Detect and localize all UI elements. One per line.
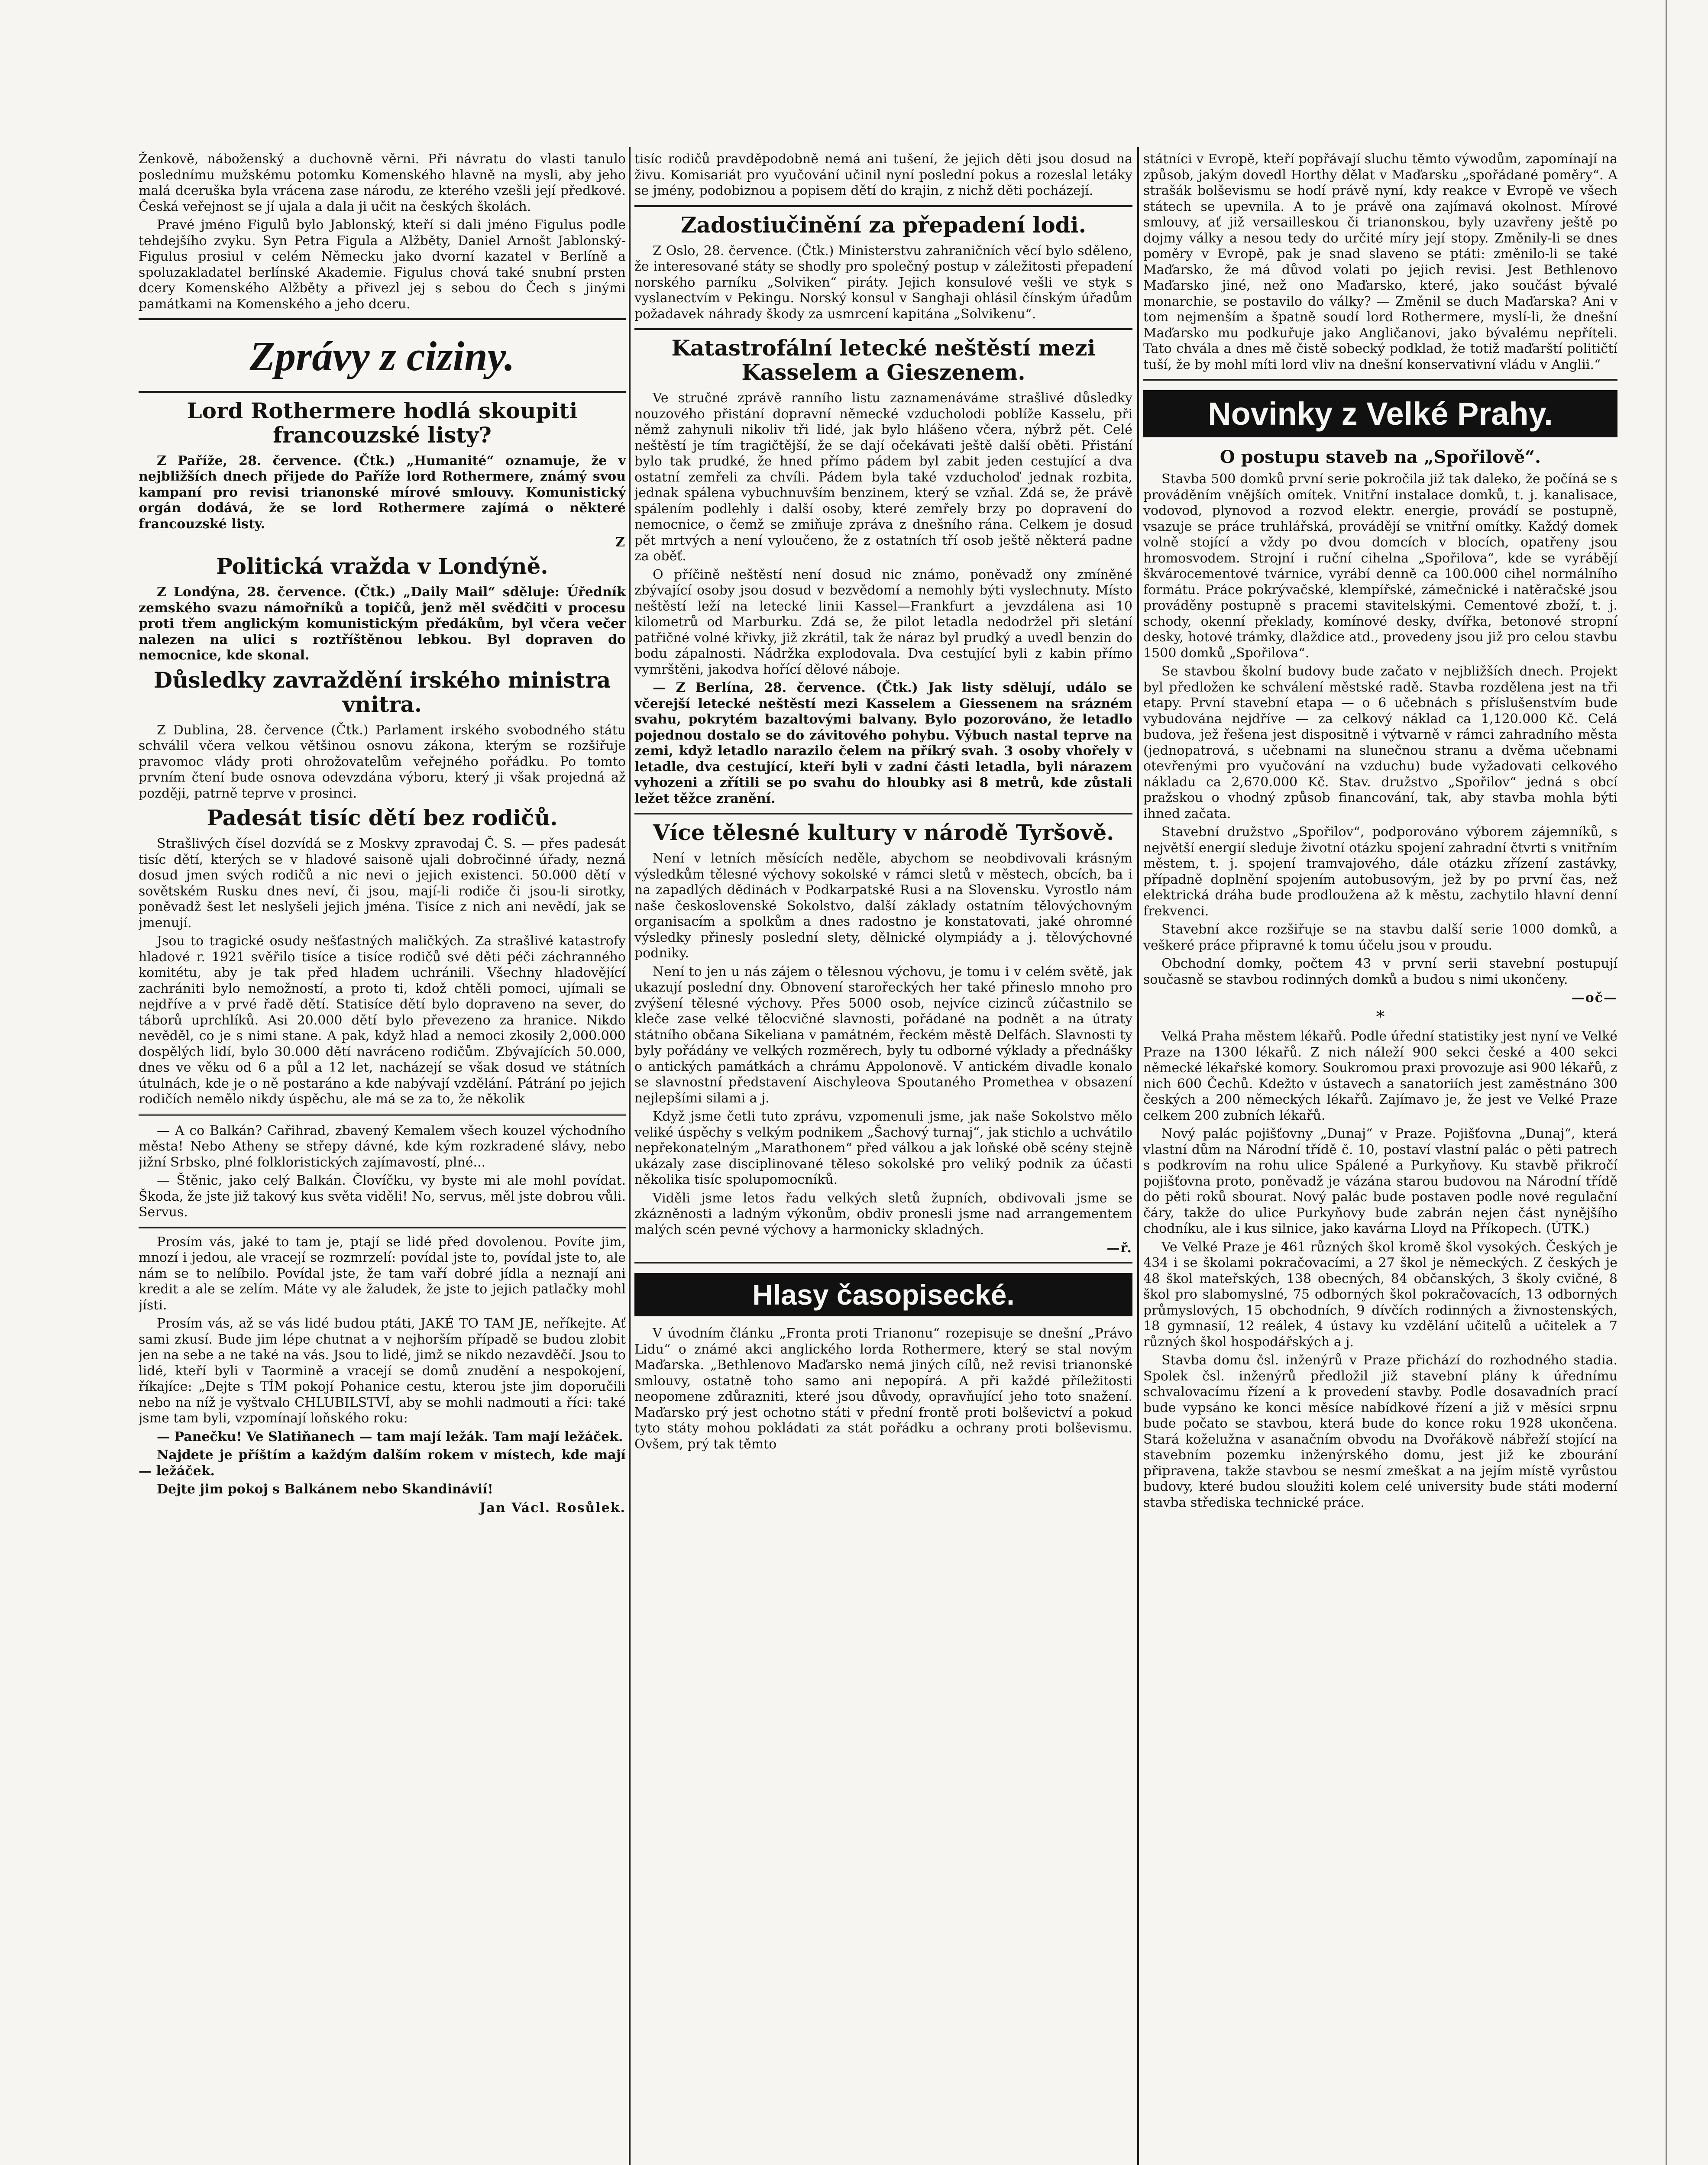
section-heading-foreign-news: Zprávy z ciziny. <box>249 333 515 379</box>
headline-london: Politická vražda v Londýně. <box>216 553 548 579</box>
article-tyrs-p4: Viděli jsme letos řadu velkých sletů župních, obdivovali jsme se zkázněnosti a ladným výkonům, obdiv pronesli jsme nad arrangementem malých scén pevné výchovy a harmonicky skladných. <box>634 1190 1132 1238</box>
article-dunaj-palace: Nový palác pojišťovny „Dunaj“ v Praze. Pojišťovna „Dunaj“, která vlastní dům na Národní třídě č. 10, postaví vlastní palác o pěti patrech s podkrovím na rohu ulice Spálené a Purkyňovy. Ku stavbě přikročí pojišťovna proto, poněvadž je vázána starou budovou na Národní třídě do pěti roků sbourat. Nový palác bude postaven podle nové regulační čáry, takže do ulice Purkyňovy bude zabrán nejen část nynějšího chodníku, ale i kus silnice, jako kavárna Lloyd na Příkopech. (ÚTK.) <box>1143 1126 1617 1236</box>
section-banner-prague-news: Novinky z Velké Prahy. <box>1143 390 1617 437</box>
divider <box>139 391 626 393</box>
divider <box>139 318 626 320</box>
article-rothermere: Z Paříže, 28. července. (Čtk.) „Humanité“ oznamuje, že v nejbližších dnech přijede do Paříže lord Rothermere, známý svou kampaní pro revisi trianonské mírové smlouvy. Komunistický orgán dodává, že se lord Rothermere zajímá o některé francouzské listy. <box>139 453 626 532</box>
separator-asterisk: * <box>1376 1007 1385 1027</box>
lead-paragraph-2: Pravé jméno Figulů bylo Jablonský, kteří si dali jméno Figulus podle tehdejšího zvyku. Syn Petra Figula a Alžběty, Daniel Arnošt Jablonský-Figulus prosiul v celém Německu jako dvorní kazatel v Berlíně a spoluzakladatel berlínské Akademie. Figulus chová také snubní prsten dcery Komenského Alžběty a přivezl jej s sebou do Čech s jinými památkami na Komenského a jeho dceru. <box>139 217 626 312</box>
feuilleton-balkan-p7: Dejte jim pokoj s Balkánem nebo Skandinávií! <box>157 1482 493 1497</box>
divider <box>634 328 1132 330</box>
lead-paragraph: státníci v Evropě, kteří popřávají sluchu těmto výwodům, zapomínají na způsob, jakým dovedl Horthy dělat v Maďarsku „spořádané poměry“. A strašák bolševismu se hodí právě nyní, kdy reakce v Evropě ve všech státech se upevnila. A to je právě ona zajímavá okolnost. Mírové smlouvy, ať již versailleskou či trianonskou, byly uzavřeny ještě po dojmy války a nesou tedy do určité míry její stopy. Změnily-li se dnes poměry v Evropě, pak je snad slaveno se ptáti: změnilo-li se také Maďarsko, že má důvod volati po jejich revisi. Jest Bethlenovo Maďarsko jiné, než ono Maďarsko, které, jako součást bývalé monarchie, se postavilo do války? — Změnil se duch Maďarska? Ani v tom nejmenším a špatně soudí lord Rothermere, myslí-li, že dnešní Maďarsko mu podkuřuje jako Angličanovi, jako bývalému nepříteli. Tato chvála a dnes mě čistě sobecký podklad, že totiž maďarští političtí tuší, že by mohl míti lord vliv na dnešní konservativní vládu v Anglii.“ <box>1143 152 1617 372</box>
article-children-p2: Jsou to tragické osudy nešťastných maličkých. Za strašlivé katastrofy hladové r. 1921 svěřilo tisíce a tisíce rodičů své děti péči záchranného komitétu, aby je tak před hladem uchránili. Všechny hladovějící zachrániti bylo nemožností, a proto ti, kdož chtěli pomoci, ujímali se nejdříve a v prvé řadě dětí. Statisíce dětí bylo dopraveno na sever, do táborů uprchlíků. Asi 20.000 dětí bylo převezeno za hranice. Nikdo nevěděl, co je s nimi stane. A pak, když hlad a nemoci zkosily 2,000.000 dospělých lidí, bylo 30.000 dětí navráceno rodičům. Zbývajících 50.000, dnes ve věku od 6 a půl a 12 let, nacházejí se však dosud ve státních útulnách, kde je o ně postaráno a kde nabývají vzdělání. Pátrání po jejich rodičích nemělo nikdy úspěchu, ale má se za to, že několik <box>139 934 626 1107</box>
headline-air-crash: Katastrofální letecké neštěstí mezi Kasselem a Gieszenem. <box>671 335 1096 385</box>
article-air-crash-p2: O příčině neštěstí není dosud nic známo, poněvadž ony zmíněné zbývající osoby jsou dosud v bezvědomí a nemohly býti vyslechnuty. Místo neštěstí leží na letecké linii Kassel—Frankfurt a jevzdálena asi 10 kilometrů od Marburku. Zdá se, že pilot letadla nedodržel při sletání patřičné volné křivky, již zkrátil, tak že náraz byl prudký a uvedl benzin do bodu zápalnosti. Nádržka explodovala. Dva cestující byli z kabin přímo vymrštěni, jakodva hořící dělové náboje. <box>634 567 1132 677</box>
article-tyrs-p1: Není v letních měsících neděle, abychom se neobdivovali krásným výsledkům tělesné výchovy sokolské v rámci sletů v městech, obcích, ba i na zapadlých dědinách v Podkarpatské Rusi a na Slovensku. Vyrostlo nám naše československé Sokolstvo, další základy ostatním tělovýchovným organisacím a spolkům a dnes radostno je konstatovati, jaké ohromné výsledky přinesly poslední slety, dělnické olympiády a j. tělovýchovné podniky. <box>634 851 1132 961</box>
feuilleton-balkan-p1: — A co Balkán? Cařihrad, zbavený Kemalem všech kouzel východního města! Nebo Atheny se střepy dávné, kde kým rozkradené slávy, nebo jižní Srbsko, plné folkloristických zajímavostí, plné... <box>139 1123 626 1170</box>
lead-paragraph: tisíc rodičů pravděpodobně nemá ani tušení, že jejich děti jsou dosud na živu. Komisariát pro vyučování učinil nyní poslední pokus a rozeslal letáky se jmény, podobiznou a popisem dětí do krajin, z nichž děti pocházejí. <box>634 152 1132 198</box>
article-press-voices: V úvodním článku „Fronta proti Trianonu“ rozepisuje se dnešní „Právo Lidu“ o známé akci anglického lorda Rothermere, který se stal novým Maďarska. „Bethlenovo Maďarsko nemá jiných cílů, než revisi trianonské smlouvy, ostatně toho samo ani nepopírá. A při každé příležitosti neopomene zdůrazniti, které jsou důvody, opravňující jeho toto snažení. Maďarsko prý jest ochotno státi v přední frontě proti bolševictví a pokud tyto státy mohou pokládati za stát pořádku a ochrany proti bolševismu. Ovšem, prý tak těmto <box>634 1326 1132 1452</box>
article-schools: Ve Velké Praze je 461 různých škol kromě škol vysokých. Českých je 434 i se školami pokračovacími, a 27 škol je německých. Z českých je 48 škol mateřských, 138 obecných, 84 občanských, 3 školy cvičné, 8 škol pro slabomyslné, 75 odborných škol pokračovacích, 13 odborných průmyslových, 15 obchodních, 9 dívčích rodinných a živnostenských, 18 gymnasií, 12 reálek, 4 ústavy ku vzdělání učitelů a učitelek a 7 různých škol hospodářských a j. <box>1143 1239 1617 1350</box>
article-signature: —oč— <box>1571 990 1617 1005</box>
headline-ship: Zadostiučinění za přepadení lodi. <box>680 212 1087 238</box>
headline-rothermere: Lord Rothermere hodlá skoupiti francouzské listy? <box>187 397 578 448</box>
divider <box>634 205 1132 207</box>
article-tyrs-p3: Když jsme četli tuto zprávu, vzpomenuli jsme, jak naše Sokolstvo mělo veliké úspěchy s velkým podnikem „Šachový turnaj“, jak stichlo a uchvátilo nepřekonatelným „Marathonem“ před válkou a jak loňské obě scény stejně ukázaly zase disciplinované těleso sokolské pro veliký podnik za účasti několika tisíc spolupomocníků. <box>634 1109 1132 1187</box>
article-children-p1: Strašlivých čísel dozvídá se z Moskvy zpravodaj Č. S. — přes padesát tisíc dětí, kterých se v hladové saisoně ujali dobročinné úřady, nezná dosud jmen svých rodičů a nic nevi o jejich existenci. 50.000 dětí v sovětském Rusku dnes neví, či jsou, mají-li rodiče či jsou-li sirotky, poněvadž šest let neslyšeli jejich jména. Tisíce z nich ani nevědí, jak se jmenují. <box>139 836 626 931</box>
feuilleton-balkan-p5: — Panečku! Ve Slatiňanech — tam mají ležák. Tam mají ležáček. <box>157 1429 623 1444</box>
column-3 <box>1143 152 1617 2165</box>
divider <box>139 1227 626 1228</box>
article-london: Z Londýna, 28. července. (Čtk.) „Daily Mail“ sděluje: Úředník zemského svazu námořníků a topičů, jenž měl svědčiti v procesu proti třem anglickým komunistickým předákům, byl včera večer nalezen na ulici s roztříštěnou lebkou. Byl dopraven do nemocnice, kde skonal. <box>139 585 626 663</box>
divider <box>139 1114 626 1117</box>
column-divider-1 <box>629 147 631 2165</box>
article-air-crash-p1: Ve stručné zprávě ranního listu zaznamenáváme strašlivé důsledky nouzového přistání dopravní německé vzducholodi poblíže Kasselu, při němž zahynuli nikoliv tři lidé, jak bylo hlášeno včera, nýbrž pět. Celé neštěstí je tím tragičtější, že se dají očekávati ještě další oběti. Přistání bylo tak prudké, že hned přímo pádem byl zabit jeden cestující a dva ostatní zemřeli za chvíli. Pádem byla také vzducholoď jednak rozbita, jednak spálena vybuchnuvším benzinem, který se vzňal. Zdá se, že právě spálením podlehly i další osoby, které zemřely brzy po dopravení do nemocnice, o čemž se zmiňuje zpráva z dnešního rána. Celkem je dosud pět mrtvých a není vyloučeno, že z ostatních tří osob ještě některá padne za oběť. <box>634 391 1132 564</box>
section-heading-press-voices: Hlasy časopisecké. <box>634 1273 1132 1316</box>
divider <box>634 813 1132 814</box>
article-doctors: Velká Praha městem lékařů. Podle úřední statistiky jest nyní ve Velké Praze na 1300 lékařů. Z nich náleží 900 sekci české a 400 sekci německé lékařské komory. Soukromou praxi provozuje asi 900 lékařů, z nich 600 Čechů. Kdežto v ústavech a sanatoriích jest zaměstnáno 300 českých a 200 německých lékařů. Zajímavo je, že jest ve Velké Praze celkem 200 zubních lékařů. <box>1143 1029 1617 1123</box>
column-1 <box>139 152 626 2165</box>
headline-physical-culture: Více tělesné kultury v národě Tyršově. <box>653 820 1114 845</box>
article-tyrs-p2: Není to jen u nás zájem o tělesnou výchovu, je tomu i v celém světě, jak ukazují poslední dny. Obnovení starořeckých her také přineslo mnoho pro zvýšení tělesné výchovy. Přes 5000 osob, nejvíce cizinců zúčastnilo se kleče zase velké tělocvičné slavnosti, pořádané na podnět a na útraty státního občana Sikeliana v památném, řeckém městě Delfách. Slavnosti ty byly pořádány ve velkých rozměrech, byly tu odborné výklady a přednášky o antických památkách a chrámu Appolonově. V antickém divadle konalo se slavnostní představení Aischyleova Spoutaného Promethea v obsazení nejlepšími silami a j. <box>634 964 1132 1106</box>
headline-ireland: Důsledky zavraždění irského ministra vnitra. <box>153 667 611 717</box>
article-sporilov-p5: Obchodní domky, počtem 43 v první serii stavební postupují současně se stavbou rodinných domků a budou s nimi ukončeny. <box>1143 956 1617 987</box>
lead-paragraph: Ženkově, náboženský a duchovně věrni. Při návratu do vlasti tanulo poslednímu mužskému potomku Komenského hlavně na mysli, aby jeho malá dceruška byla vrácena zase národu, ze kterého vzešli její předkové. Česká veřejnost se jí ujala a dala ji učit na českých školách. <box>139 152 626 214</box>
article-signature: Z <box>615 535 626 550</box>
headline-children: Padesát tisíc dětí bez rodičů. <box>207 805 558 831</box>
feuilleton-balkan-p3: Prosím vás, jaké to tam je, ptají se lidé před dovolenou. Povíte jim, mnozí i jedou, ale vracejí se rozmrzelí: povídal jste to, povídal jste to, ale nám se to nelíbilo. Povídal jste, že tam vaří dobré jídla a neznají ani kredit a ale se zelím. Máte vy ale žaludek, že jste to jejich patlačky mohl jísti. <box>139 1234 626 1313</box>
page-edge-line <box>1666 0 1667 2165</box>
divider <box>1143 379 1617 381</box>
article-ireland: Z Dublina, 28. července (Čtk.) Parlament irského svobodného státu schválil včera velkou většinou osnovu zákona, kterým se rozšiřuje pravomoc vlády proti ohrožovatelům veřejného pořádku. Po tomto prvním čtení bude osnova odevzdána výboru, který ji však projedná až později, patrně teprve v prosinci. <box>139 722 626 801</box>
column-2 <box>634 152 1132 2165</box>
article-ship: Z Oslo, 28. července. (Čtk.) Ministerstvu zahraničních věcí bylo sděleno, že interesované státy se shodly pro společný postup v záležitosti přepadení norského parníku „Solviken“ piráty. Jejich konsulové vešli ve styk s vyslanectvím v Pekingu. Norský konsul v Sanghaji ohlásil čínským úřadům požadavek náhrady škody za usmrcení kapitána „Solvikenu“. <box>634 243 1132 322</box>
column-divider-2 <box>1137 147 1139 2165</box>
article-air-crash-p3: — Z Berlína, 28. července. (Čtk.) Jak listy sdělují, událo se včerejší letecké neštěstí mezi Kasselem a Giessenem na srázném svahu, pokrytém bazaltovými balvany. Bylo pozorováno, že letadlo pojednou dostalo se do závitového pohybu. Výbuch nastal teprve na zemi, když letadlo narazilo čelem na příkrý svah. 3 osoby vhořely v letadle, dva cestující, kteří byli v zadní části letadla, byli nárazem vyhozeni a zřítili se po svahu do hloubky asi 8 metrů, kde zůstali ležet těžce zranění. <box>634 680 1132 806</box>
feuilleton-balkan-p4: Prosím vás, až se vás lidé budou ptáti, JAKÉ TO TAM JE, neříkejte. Ať sami zkusí. Bude jim lépe chutnat a v nejhorším případě se budou zlobit jen na sebe a ne také na vás. Jsou to lidé, jimž se nikdo nezavděčí. Jsou to lidé, kteří byli v Taormině a vracejí se domů znudění a nespokojení, říkajíce: „Dejte s TÍM pokojí Pohanice cestu, kterou jste jim doporučili nebo na níž je vyštvalo CHLUBILSTVÍ, aby se mohli nadmouti a říci: také jsme tam byli, vzpomínají loňského roku: <box>139 1316 626 1426</box>
article-sporilov-p2: Se stavbou školní budovy bude začato v nejbližších dnech. Projekt byl předložen ke schválení městské radě. Stavba rozdělena jest na tři etapy. První stavební etapa — o 6 učebnách s příslušenstvím bude vybudována nejdříve — za celkový náklad ca 1,120.000 Kč. Celá budova, jež řešena jest dispositně i výtvarně v rámci zahradního města (jednopatrová, s učebnami na slunečnou stranu a dvěma učebnami otevřenými pro vyučování na vzduchu) bude vyžadovati celkového nákladu ca 2,670.000 Kč. Stav. družstvo „Spořilov“ jedná s obcí pražskou o vhodný způsob financování, tak, aby stavba mohla býti ihned začata. <box>1143 664 1617 821</box>
article-sporilov-p1: Stavba 500 domků první serie pokročila již tak daleko, že počíná se s prováděním vnějších omítek. Vnitřní instalace domků, t. j. kanalisace, vodovod, plynovod a rozvod elektr. energie, provádí se postupně, vsazuje se práce truhlářská, provádějí se vnitřní omítky. Každý domek volně stojící a vždy po dvou domcích v blocích, opatřeny jsou hromosvodem. Strojní i ruční cihelna „Spořilova“, kde se vyrábějí škvárocementové tvárnice, vyrábí denně ca 100.000 cihel normálního formátu. Práce pokrývačské, klempířské, zámečnické i natěračské jsou prováděny postupně s pracemi stavitelskými. Cementové zboží, t. j. schody, okenní překlady, komínové desky, dvířka, betonové stropní desky, hotové trámky, dlaždice atd., provedeny jsou již pro celou stavbu 1500 domků „Spořilova“. <box>1143 472 1617 661</box>
article-sporilov-p4: Stavební akce rozšiřuje se na stavbu další serie 1000 domků, a veškeré práce připravné k tomu účelu jsou v proudu. <box>1143 922 1617 953</box>
feuilleton-balkan-p2: — Štěnic, jako celý Balkán. Človíčku, vy byste mi ale mohl povídat. Škoda, že jste již takový kus světa viděli! No, servus, měl jste dobrou vůli. Servus. <box>139 1173 626 1220</box>
feuilleton-signature: Jan Václ. Rosůlek. <box>479 1500 626 1516</box>
feuilleton-balkan-p6: Najdete je příštím a každým dalším rokem v místech, kde mají — ležáček. <box>139 1448 626 1479</box>
article-engineers-house: Stavba domu čsl. inženýrů v Praze přichází do rozhodného stadia. Spolek čsl. inženýrů předložil již stavební plány k úřednímu schvalovacímu řízení a k provedení stavby. Podle dosavadních prací bude vypsáno ke konci měsíce nabídkové řízení a již v měsíci srpnu bude počato se stavbou, která bude do konce roku 1928 ukončena. Stará koželužna v asanačním obvodu na Dvořákově nábřeží stojící na stavebním pozemku inženýrského domu, jest již ke zbourání připravena, takže stavbou se nesmí zmeškat a na jejím místě vyrůstou budovy, které budou sloužiti kolem celé university bude státi moderní stavba střediska technické práce. <box>1143 1353 1617 1510</box>
headline-sporilov: O postupu staveb na „Spořilově“. <box>1220 447 1541 467</box>
article-sporilov-p3: Stavební družstvo „Spořilov“, podporováno výborem zájemníků, s největší energií sleduje životní otázku spojení zahradní čtvrti s vnitřním městem, t. j. spojení tramvajového, dále otázku zřízení zastávky, případně doplnění spojením autobusovým, jež by po první čas, než elektrická dráha bude prodloužena až k městu, zachytilo hlavní denní frekvenci. <box>1143 824 1617 919</box>
article-signature: —ř. <box>1106 1241 1132 1256</box>
divider <box>634 1262 1132 1263</box>
